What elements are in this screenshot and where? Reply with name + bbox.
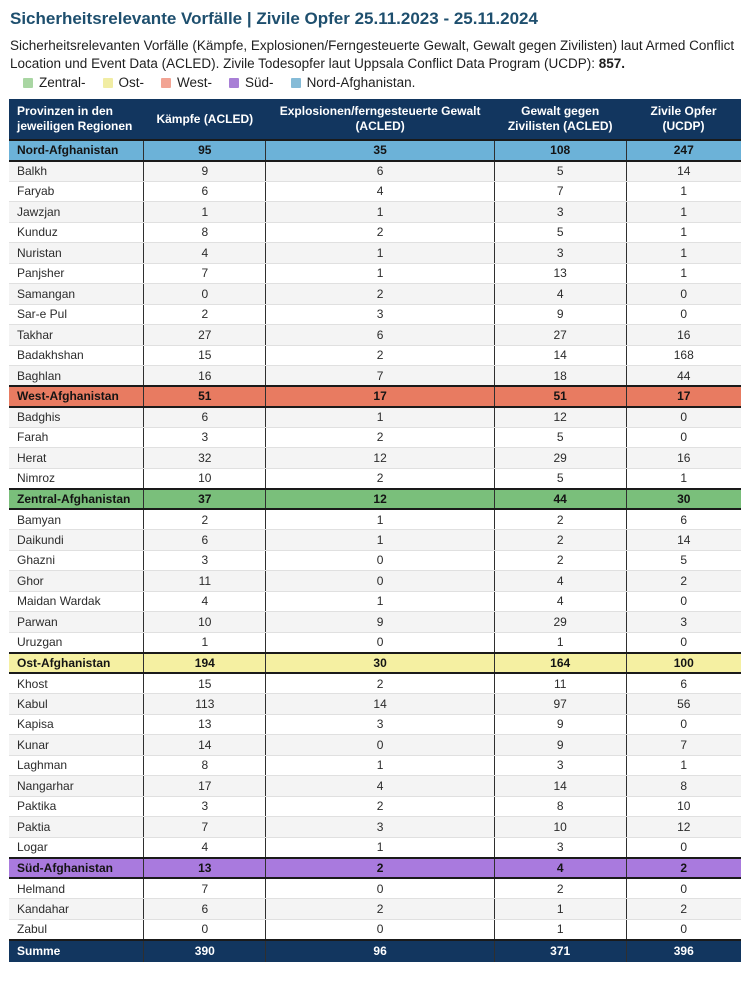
value-cell: 95: [144, 140, 266, 161]
value-cell: 3: [494, 755, 626, 776]
value-cell: 3: [494, 202, 626, 223]
value-cell: 2: [144, 304, 266, 325]
province-name-cell: Takhar: [9, 325, 144, 346]
province-name-cell: Kandahar: [9, 899, 144, 920]
value-cell: 16: [144, 366, 266, 387]
value-cell: 10: [144, 612, 266, 633]
value-cell: 13: [144, 714, 266, 735]
province-name-cell: Maidan Wardak: [9, 591, 144, 612]
value-cell: 3: [266, 714, 494, 735]
value-cell: 1: [266, 755, 494, 776]
region-row-ost: [9, 653, 741, 674]
value-cell: 1: [626, 181, 741, 202]
value-cell: 10: [494, 817, 626, 838]
legend-label: Süd-: [245, 75, 274, 91]
value-cell: 2: [266, 345, 494, 366]
value-cell: 44: [626, 366, 741, 387]
legend-swatch-icon: [229, 78, 239, 88]
province-name-cell: Ghor: [9, 571, 144, 592]
value-cell: 108: [494, 140, 626, 161]
province-row: [9, 796, 741, 817]
value-cell: 1: [494, 899, 626, 920]
value-cell: 168: [626, 345, 741, 366]
value-cell: 1: [144, 202, 266, 223]
region-name-cell: Ost-Afghanistan: [9, 653, 144, 674]
province-row: [9, 427, 741, 448]
col-header-explosionen: Explosionen/ferngesteuerte Gewalt (ACLED): [266, 99, 494, 140]
value-cell: 27: [494, 325, 626, 346]
value-cell: 0: [626, 284, 741, 305]
incidents-table: [9, 99, 741, 962]
value-cell: 2: [626, 858, 741, 879]
value-cell: 0: [266, 735, 494, 756]
province-name-cell: Nangarhar: [9, 776, 144, 797]
province-name-cell: Khost: [9, 673, 144, 694]
value-cell: 37: [144, 489, 266, 510]
value-cell: 8: [144, 755, 266, 776]
value-cell: 44: [494, 489, 626, 510]
province-row: [9, 694, 741, 715]
province-row: [9, 817, 741, 838]
province-name-cell: Panjsher: [9, 263, 144, 284]
value-cell: 9: [266, 612, 494, 633]
col-header-kaempfe: Kämpfe (ACLED): [144, 99, 266, 140]
province-name-cell: Helmand: [9, 878, 144, 899]
value-cell: 3: [144, 550, 266, 571]
value-cell: 1: [266, 407, 494, 428]
province-name-cell: Zabul: [9, 919, 144, 940]
value-cell: 3: [144, 796, 266, 817]
col-header-zivile-opfer: Zivile Opfer (UCDP): [626, 99, 741, 140]
legend-swatch-icon: [23, 78, 33, 88]
value-cell: 1: [494, 632, 626, 653]
province-row: [9, 222, 741, 243]
province-row: [9, 243, 741, 264]
value-cell: 9: [144, 161, 266, 182]
value-cell: 2: [266, 899, 494, 920]
value-cell: 4: [144, 243, 266, 264]
province-name-cell: Badakhshan: [9, 345, 144, 366]
value-cell: 4: [144, 591, 266, 612]
value-cell: 2: [494, 509, 626, 530]
value-cell: 6: [266, 161, 494, 182]
province-row: [9, 755, 741, 776]
value-cell: 0: [626, 714, 741, 735]
province-name-cell: Baghlan: [9, 366, 144, 387]
legend-swatch-icon: [161, 78, 171, 88]
value-cell: 2: [266, 796, 494, 817]
subtitle: [10, 37, 741, 73]
province-row: [9, 714, 741, 735]
value-cell: 9: [494, 735, 626, 756]
value-cell: 0: [626, 919, 741, 940]
value-cell: 5: [494, 161, 626, 182]
value-cell: 14: [626, 161, 741, 182]
value-cell: 100: [626, 653, 741, 674]
summe-value-cell: 390: [144, 940, 266, 962]
value-cell: 2: [626, 571, 741, 592]
value-cell: 5: [626, 550, 741, 571]
value-cell: 6: [144, 181, 266, 202]
value-cell: 6: [144, 530, 266, 551]
value-cell: 1: [266, 202, 494, 223]
value-cell: 27: [144, 325, 266, 346]
value-cell: 1: [626, 243, 741, 264]
value-cell: 15: [144, 673, 266, 694]
province-name-cell: Faryab: [9, 181, 144, 202]
value-cell: 0: [626, 304, 741, 325]
value-cell: 0: [144, 284, 266, 305]
value-cell: 12: [266, 448, 494, 469]
region-row-nord: [9, 140, 741, 161]
value-cell: 32: [144, 448, 266, 469]
region-name-cell: Süd-Afghanistan: [9, 858, 144, 879]
legend-swatch-icon: [103, 78, 113, 88]
value-cell: 2: [266, 858, 494, 879]
value-cell: 0: [266, 878, 494, 899]
value-cell: 4: [144, 837, 266, 858]
province-name-cell: Kunduz: [9, 222, 144, 243]
value-cell: 7: [494, 181, 626, 202]
region-name-cell: Nord-Afghanistan: [9, 140, 144, 161]
province-row: [9, 284, 741, 305]
value-cell: 5: [494, 222, 626, 243]
summe-value-cell: 396: [626, 940, 741, 962]
value-cell: 0: [266, 571, 494, 592]
value-cell: 1: [144, 632, 266, 653]
value-cell: 0: [626, 407, 741, 428]
value-cell: 6: [626, 673, 741, 694]
value-cell: 29: [494, 612, 626, 633]
province-name-cell: Paktia: [9, 817, 144, 838]
value-cell: 12: [626, 817, 741, 838]
value-cell: 247: [626, 140, 741, 161]
province-name-cell: Laghman: [9, 755, 144, 776]
legend-item-ost: [103, 75, 145, 90]
value-cell: 12: [266, 489, 494, 510]
value-cell: 17: [626, 386, 741, 407]
value-cell: 6: [144, 899, 266, 920]
value-cell: 4: [494, 571, 626, 592]
value-cell: 2: [626, 899, 741, 920]
province-row: [9, 263, 741, 284]
province-name-cell: Jawzjan: [9, 202, 144, 223]
legend-label: Zentral-: [39, 75, 86, 91]
province-row: [9, 448, 741, 469]
legend-item-zentral: [23, 75, 86, 90]
value-cell: 1: [626, 222, 741, 243]
value-cell: 16: [626, 448, 741, 469]
value-cell: 51: [494, 386, 626, 407]
province-row: [9, 776, 741, 797]
value-cell: 8: [626, 776, 741, 797]
value-cell: 3: [266, 304, 494, 325]
value-cell: 2: [494, 878, 626, 899]
value-cell: 14: [494, 345, 626, 366]
province-row: [9, 407, 741, 428]
value-cell: 0: [266, 919, 494, 940]
subtitle-total-bold: 857.: [598, 56, 626, 72]
page-title: Sicherheitsrelevante Vorfälle | Zivile Opfer 25.11.2023 - 25.11.2024: [10, 9, 538, 28]
region-legend: [23, 75, 741, 90]
value-cell: 194: [144, 653, 266, 674]
value-cell: 2: [494, 530, 626, 551]
province-name-cell: Samangan: [9, 284, 144, 305]
value-cell: 4: [494, 591, 626, 612]
province-name-cell: Nuristan: [9, 243, 144, 264]
province-row: [9, 612, 741, 633]
value-cell: 0: [626, 632, 741, 653]
province-row: [9, 899, 741, 920]
province-row: [9, 366, 741, 387]
value-cell: 2: [144, 509, 266, 530]
region-row-west: [9, 386, 741, 407]
province-row: [9, 919, 741, 940]
value-cell: 0: [626, 591, 741, 612]
province-name-cell: Parwan: [9, 612, 144, 633]
province-row: [9, 325, 741, 346]
value-cell: 0: [266, 632, 494, 653]
value-cell: 29: [494, 448, 626, 469]
value-cell: 14: [266, 694, 494, 715]
value-cell: 14: [144, 735, 266, 756]
value-cell: 113: [144, 694, 266, 715]
summe-label-cell: Summe: [9, 940, 144, 962]
legend-label: West-: [177, 75, 213, 91]
value-cell: 11: [494, 673, 626, 694]
value-cell: 97: [494, 694, 626, 715]
value-cell: 1: [626, 202, 741, 223]
region-name-cell: West-Afghanistan: [9, 386, 144, 407]
province-name-cell: Paktika: [9, 796, 144, 817]
value-cell: 13: [144, 858, 266, 879]
province-row: [9, 571, 741, 592]
value-cell: 9: [494, 304, 626, 325]
summe-value-cell: 96: [266, 940, 494, 962]
value-cell: 0: [626, 837, 741, 858]
value-cell: 0: [144, 919, 266, 940]
value-cell: 3: [494, 837, 626, 858]
legend-swatch-icon: [291, 78, 301, 88]
province-row: [9, 345, 741, 366]
province-row: [9, 530, 741, 551]
value-cell: 56: [626, 694, 741, 715]
value-cell: 6: [266, 325, 494, 346]
province-row: [9, 632, 741, 653]
value-cell: 1: [626, 263, 741, 284]
value-cell: 0: [626, 427, 741, 448]
province-name-cell: Sar-e Pul: [9, 304, 144, 325]
header-row: [9, 99, 741, 140]
value-cell: 15: [144, 345, 266, 366]
value-cell: 7: [144, 263, 266, 284]
province-name-cell: Ghazni: [9, 550, 144, 571]
value-cell: 4: [494, 284, 626, 305]
value-cell: 1: [626, 468, 741, 489]
value-cell: 51: [144, 386, 266, 407]
value-cell: 2: [266, 284, 494, 305]
value-cell: 9: [494, 714, 626, 735]
value-cell: 0: [626, 878, 741, 899]
legend-item-sued: [229, 75, 274, 90]
value-cell: 6: [626, 509, 741, 530]
province-row: [9, 509, 741, 530]
province-name-cell: Herat: [9, 448, 144, 469]
province-name-cell: Uruzgan: [9, 632, 144, 653]
value-cell: 8: [494, 796, 626, 817]
summe-row: [9, 940, 741, 962]
value-cell: 16: [626, 325, 741, 346]
legend-item-west: [161, 75, 212, 90]
value-cell: 35: [266, 140, 494, 161]
value-cell: 3: [266, 817, 494, 838]
value-cell: 13: [494, 263, 626, 284]
legend-label: Nord-Afghanistan.: [306, 75, 416, 91]
province-row: [9, 673, 741, 694]
value-cell: 1: [266, 530, 494, 551]
province-row: [9, 878, 741, 899]
value-cell: 14: [494, 776, 626, 797]
province-row: [9, 837, 741, 858]
value-cell: 4: [266, 776, 494, 797]
province-name-cell: Farah: [9, 427, 144, 448]
value-cell: 3: [626, 612, 741, 633]
value-cell: 8: [144, 222, 266, 243]
province-row: [9, 550, 741, 571]
value-cell: 10: [626, 796, 741, 817]
value-cell: 3: [144, 427, 266, 448]
province-row: [9, 304, 741, 325]
province-name-cell: Badghis: [9, 407, 144, 428]
value-cell: 5: [494, 427, 626, 448]
value-cell: 1: [266, 591, 494, 612]
value-cell: 5: [494, 468, 626, 489]
value-cell: 1: [266, 243, 494, 264]
value-cell: 164: [494, 653, 626, 674]
value-cell: 2: [266, 222, 494, 243]
province-name-cell: Daikundi: [9, 530, 144, 551]
value-cell: 12: [494, 407, 626, 428]
table-body: [9, 140, 741, 940]
value-cell: 11: [144, 571, 266, 592]
legend-item-nord: [291, 75, 416, 90]
value-cell: 17: [144, 776, 266, 797]
value-cell: 10: [144, 468, 266, 489]
value-cell: 30: [266, 653, 494, 674]
value-cell: 1: [266, 509, 494, 530]
value-cell: 4: [266, 181, 494, 202]
province-row: [9, 468, 741, 489]
value-cell: 2: [494, 550, 626, 571]
value-cell: 1: [626, 755, 741, 776]
value-cell: 18: [494, 366, 626, 387]
province-name-cell: Bamyan: [9, 509, 144, 530]
value-cell: 7: [144, 817, 266, 838]
value-cell: 17: [266, 386, 494, 407]
province-row: [9, 181, 741, 202]
province-name-cell: Kunar: [9, 735, 144, 756]
province-row: [9, 202, 741, 223]
value-cell: 0: [266, 550, 494, 571]
province-name-cell: Nimroz: [9, 468, 144, 489]
value-cell: 7: [626, 735, 741, 756]
legend-label: Ost-: [118, 75, 145, 91]
value-cell: 3: [494, 243, 626, 264]
summe-value-cell: 371: [494, 940, 626, 962]
value-cell: 2: [266, 673, 494, 694]
value-cell: 1: [494, 919, 626, 940]
province-name-cell: Balkh: [9, 161, 144, 182]
value-cell: 6: [144, 407, 266, 428]
table-header: [9, 99, 741, 140]
province-row: [9, 161, 741, 182]
region-row-zentral: [9, 489, 741, 510]
province-row: [9, 591, 741, 612]
value-cell: 1: [266, 837, 494, 858]
province-name-cell: Kabul: [9, 694, 144, 715]
value-cell: 4: [494, 858, 626, 879]
region-row-sued: [9, 858, 741, 879]
province-row: [9, 735, 741, 756]
value-cell: 2: [266, 468, 494, 489]
value-cell: 30: [626, 489, 741, 510]
value-cell: 7: [144, 878, 266, 899]
table-footer: [9, 940, 741, 962]
value-cell: 1: [266, 263, 494, 284]
province-name-cell: Kapisa: [9, 714, 144, 735]
subtitle-text: Sicherheitsrelevanten Vorfälle (Kämpfe, Explosionen/Ferngesteuerte Gewalt, Gewalt gegen Zivilisten) laut Armed Conflict Location und Event Data (ACLED). Zivile Todesopfer laut Uppsala Conflict Data Program (UCDP):: [10, 38, 735, 72]
value-cell: 14: [626, 530, 741, 551]
region-name-cell: Zentral-Afghanistan: [9, 489, 144, 510]
value-cell: 2: [266, 427, 494, 448]
value-cell: 7: [266, 366, 494, 387]
province-name-cell: Logar: [9, 837, 144, 858]
col-header-provinces: Provinzen in den jeweiligen Regionen: [9, 99, 144, 140]
col-header-gewalt-zivilisten: Gewalt gegen Zivilisten (ACLED): [494, 99, 626, 140]
